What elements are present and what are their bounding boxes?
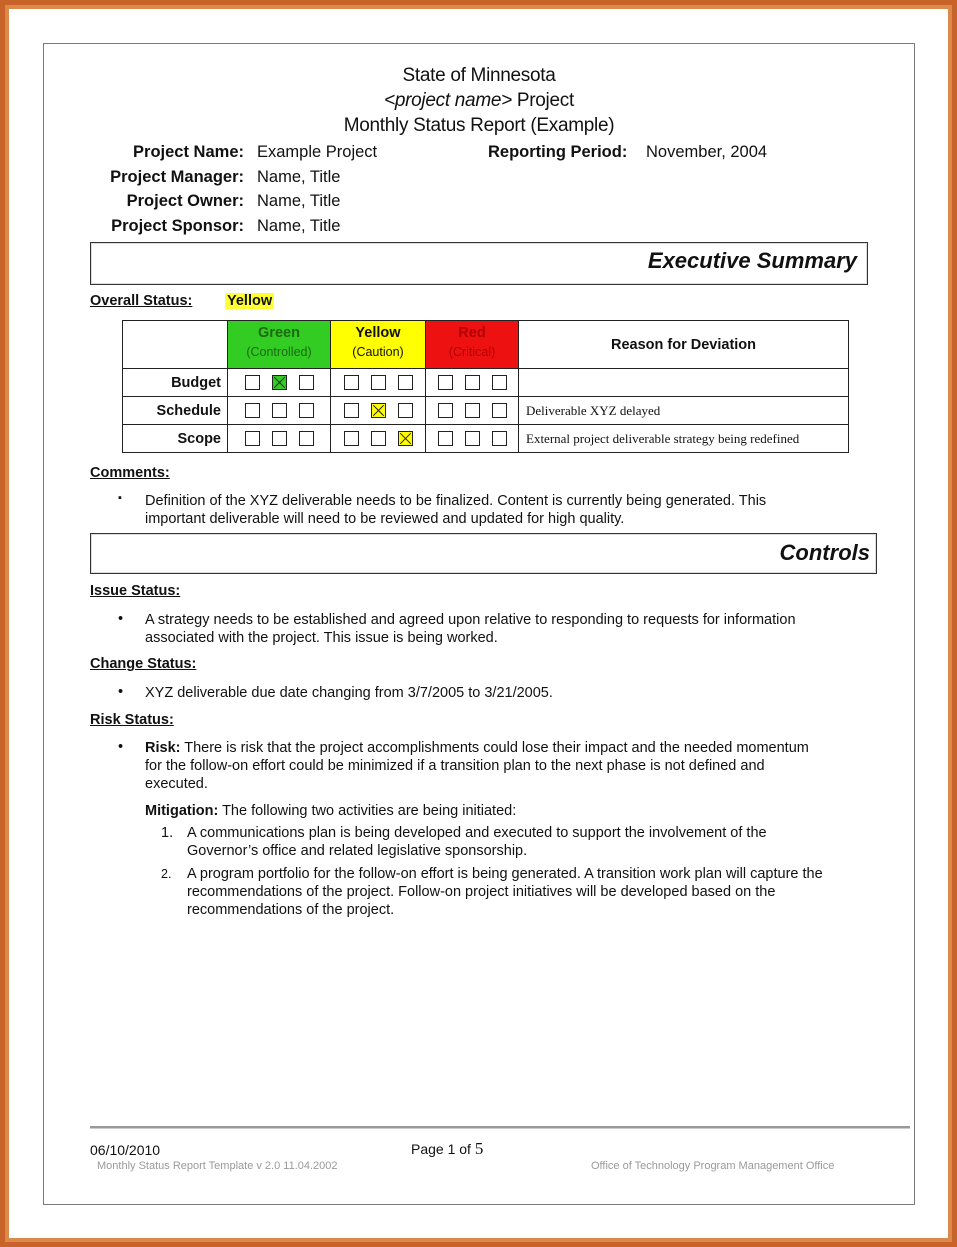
risk-line-3: executed.: [145, 776, 208, 792]
mitigation-item-2-num: 2.: [161, 867, 172, 881]
schedule-green-boxes: [228, 397, 331, 425]
checkbox[interactable]: [272, 403, 287, 418]
comment-line-1: Definition of the XYZ deliverable needs to be finalized. Content is currently being generated. This: [145, 493, 767, 509]
comment-bullet: ▪: [118, 492, 122, 504]
bullet-icon: •: [118, 684, 124, 700]
project-manager-label: Project Manager:: [110, 168, 244, 186]
mitigation-item-2-line-2: recommendations of the project. Follow-on project initiatives will be developed based on the: [187, 884, 776, 900]
red-header: [426, 321, 519, 369]
status-table-corner: [123, 321, 228, 369]
scope-green-boxes: [228, 425, 331, 453]
table-row: [123, 425, 849, 453]
project-manager-value: Name, Title: [257, 168, 341, 186]
executive-summary-banner: [90, 242, 868, 285]
checkbox[interactable]: [299, 403, 314, 418]
red-header-name: Red: [458, 325, 486, 341]
mitigation-item-1-num: 1.: [161, 825, 174, 841]
status-table-header-row: [123, 321, 849, 369]
scope-row-label: Scope: [123, 425, 228, 453]
overall-status-badge: Yellow: [227, 293, 273, 309]
project-owner-value: Name, Title: [257, 192, 341, 210]
checkbox[interactable]: [492, 375, 507, 390]
mitigation-item-2-line-1: A program portfolio for the follow-on effort is being generated. A transition work plan will capture the: [187, 866, 823, 882]
issue-status-label: Issue Status:: [90, 583, 181, 599]
report-main-title: Monthly Status Report (Example): [343, 115, 615, 136]
project-name-label: Project Name:: [133, 143, 244, 161]
report-project-title: [44, 90, 914, 112]
yellow-header-sub: (Caution): [352, 345, 404, 359]
checkbox[interactable]: [299, 375, 314, 390]
risk-line-1: [145, 739, 809, 757]
project-sponsor-label: Project Sponsor:: [111, 217, 244, 235]
checkbox[interactable]: [492, 403, 507, 418]
project-title-suffix: Project: [511, 90, 574, 111]
checkbox-checked[interactable]: [371, 403, 386, 418]
budget-row-label: Budget: [123, 369, 228, 397]
table-row: [123, 369, 849, 397]
mitigation-item-1-line-2: Governor’s office and related legislative sponsorship.: [187, 843, 528, 859]
checkbox[interactable]: [344, 375, 359, 390]
mitigation-bold-label: Mitigation:: [145, 803, 219, 819]
overall-status-label: Overall Status:: [90, 293, 193, 309]
footer-date: 06/10/2010: [90, 1142, 161, 1158]
risk-text: There is risk that the project accomplishments could lose their impact and the needed momentum: [180, 740, 809, 756]
budget-red-boxes: [426, 369, 519, 397]
mitigation-line: [145, 802, 516, 820]
project-owner-label: Project Owner:: [126, 192, 244, 210]
yellow-header-name: Yellow: [355, 325, 401, 341]
controls-heading: Controls: [779, 540, 870, 565]
checkbox[interactable]: [438, 375, 453, 390]
mitigation-item-2-line-3: recommendations of the project.: [187, 902, 395, 918]
checkbox[interactable]: [245, 375, 260, 390]
controls-banner: [90, 533, 877, 574]
checkbox[interactable]: [438, 431, 453, 446]
checkbox[interactable]: [398, 375, 413, 390]
reason-header: Reason for Deviation: [519, 321, 849, 369]
mitigation-item-1-line-1: A communications plan is being developed and executed to support the involvement of the: [187, 825, 767, 841]
green-header-name: Green: [258, 325, 300, 341]
checkbox[interactable]: [344, 431, 359, 446]
risk-bold-label: Risk:: [145, 740, 181, 756]
checkbox[interactable]: [344, 403, 359, 418]
checkbox[interactable]: [492, 431, 507, 446]
project-name-value: Example Project: [257, 143, 378, 161]
checkbox[interactable]: [245, 403, 260, 418]
footer-template-note: Monthly Status Report Template v 2.0 11.04.2002: [97, 1160, 338, 1172]
schedule-reason: Deliverable XYZ delayed: [519, 397, 849, 425]
status-table: [122, 320, 849, 453]
checkbox[interactable]: [245, 431, 260, 446]
checkbox[interactable]: [371, 375, 386, 390]
checkbox-checked[interactable]: [272, 375, 287, 390]
budget-green-boxes: [228, 369, 331, 397]
bullet-icon: •: [118, 739, 124, 755]
budget-reason: [519, 369, 849, 397]
reporting-period-label: Reporting Period:: [488, 143, 628, 161]
table-row: [123, 397, 849, 425]
scope-yellow-boxes: [331, 425, 426, 453]
checkbox[interactable]: [272, 431, 287, 446]
comments-label: Comments:: [90, 465, 170, 481]
change-status-label: Change Status:: [90, 656, 197, 672]
green-header: [228, 321, 331, 369]
bullet-icon: •: [118, 611, 124, 627]
risk-status-label: Risk Status:: [90, 712, 174, 728]
checkbox[interactable]: [465, 431, 480, 446]
project-name-placeholder: <project name>: [384, 90, 512, 111]
schedule-red-boxes: [426, 397, 519, 425]
issue-line-2: associated with the project. This issue is being worked.: [145, 630, 498, 646]
reporting-period-value: November, 2004: [646, 143, 768, 161]
footer-page-total: 5: [474, 1139, 484, 1158]
checkbox-checked[interactable]: [398, 431, 413, 446]
risk-line-2: for the follow-on effort could be minimized if a transition plan to the next phase is not defined and: [145, 758, 765, 774]
checkbox[interactable]: [438, 403, 453, 418]
checkbox[interactable]: [465, 403, 480, 418]
checkbox[interactable]: [299, 431, 314, 446]
report-org-title: State of Minnesota: [402, 65, 556, 86]
checkbox[interactable]: [371, 431, 386, 446]
checkbox[interactable]: [398, 403, 413, 418]
scope-reason: External project deliverable strategy being redefined: [519, 425, 849, 453]
yellow-header: [331, 321, 426, 369]
executive-summary-heading: Executive Summary: [647, 248, 857, 273]
footer-page-number: [411, 1140, 483, 1158]
footer-divider: [90, 1126, 910, 1129]
document-page: [43, 43, 915, 1205]
schedule-yellow-boxes: [331, 397, 426, 425]
footer-page-prefix: Page 1 of: [411, 1141, 475, 1157]
change-line-1: XYZ deliverable due date changing from 3/7/2005 to 3/21/2005.: [145, 685, 553, 701]
project-sponsor-value: Name, Title: [257, 217, 341, 235]
checkbox[interactable]: [465, 375, 480, 390]
budget-yellow-boxes: [331, 369, 426, 397]
issue-line-1: A strategy needs to be established and agreed upon relative to responding to requests for information: [145, 612, 796, 628]
schedule-row-label: Schedule: [123, 397, 228, 425]
scope-red-boxes: [426, 425, 519, 453]
mitigation-text: The following two activities are being initiated:: [218, 803, 517, 819]
green-header-sub: (Controlled): [246, 345, 312, 359]
footer-office-note: Office of Technology Program Management Office: [591, 1160, 835, 1172]
comment-line-2: important deliverable will need to be reviewed and updated for high quality.: [145, 511, 625, 527]
red-header-sub: (Critical): [448, 345, 496, 359]
